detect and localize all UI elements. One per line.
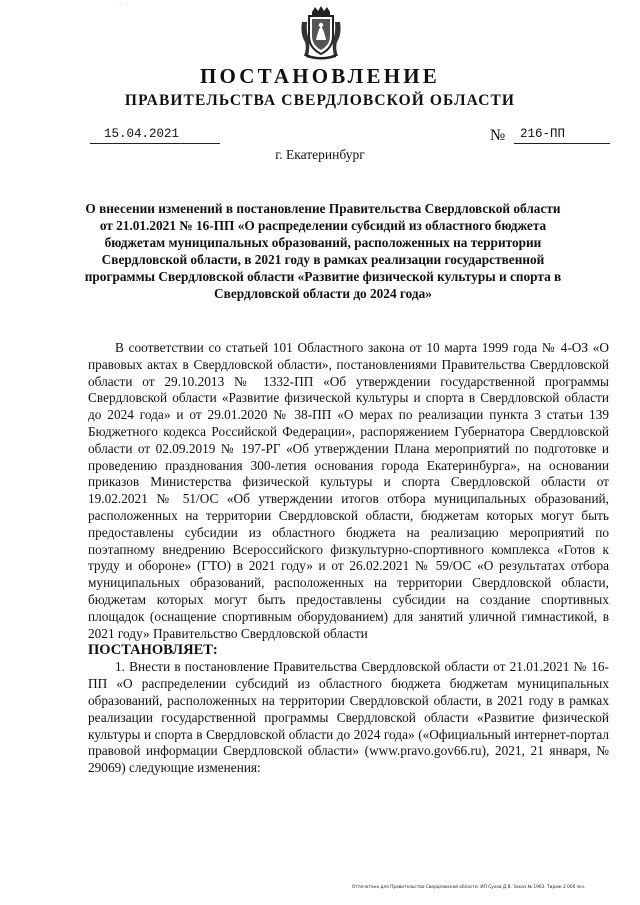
document-number: 216-ПП bbox=[520, 127, 566, 141]
clause-1-paragraph: 1. Внести в постановление Правительства Свердловской области от 21.01.2021 № 16-ПП «О распределении субсидий из областного бюджета бюджетам муниципальных образований, расположенных на территории Свердловской области, в 2021 году в рамках реализации государственной программы Свердловской области «Развитие физической культуры и спорта в Свердловской области до 2024 года» («Официальный интернет-портал правовой информации Свердловской области» (www.pravo.gov66.ru), 2021, 21 января, № 29069) следующие изменения: bbox=[88, 659, 609, 776]
resolves-heading: ПОСТАНОВЛЯЕТ: bbox=[88, 642, 218, 659]
city-line: г. Екатеринбург bbox=[275, 147, 365, 162]
document-body bbox=[88, 340, 609, 777]
print-footer: Отпечатано для Правительства Свердловской области. ИП Сухов Д.В. Заказ № 1963. Тираж 2 000 экз. bbox=[352, 885, 586, 890]
issuing-authority-heading: ПРАВИТЕЛЬСТВА СВЕРДЛОВСКОЙ ОБЛАСТИ bbox=[124, 92, 516, 109]
date-field bbox=[90, 127, 220, 144]
scan-specks: ˙ ˈ bbox=[119, 3, 128, 9]
number-field bbox=[514, 127, 610, 144]
document-type-heading: ПОСТАНОВЛЕНИЕ bbox=[199, 64, 441, 88]
document-title: О внесении изменений в постановление Правительства Свердловской области от 21.01.2021 № 16-ПП «О распределении субсидий из областного бюджета бюджетам муниципальных образований, расположенных на территории Свердловской области, в 2021 году в рамках реализации государственной программы Свердловской области «Развитие физической культуры и спорта в Свердловской области до 2024 года» bbox=[84, 201, 562, 301]
number-label: № bbox=[490, 127, 506, 144]
preamble-paragraph: В соответствии со статьей 101 Областного закона от 10 марта 1999 года № 4-ОЗ «О правовых актах в Свердловской области», постановлениями Правительства Свердловской области от 29.10.2013 № 1332-ПП «Об утверждении государственной программы Свердловской области «Развитие физической культуры и спорта в Свердловской области до 2024 года» и от 29.01.2020 № 38-ПП «О мерах по реализации пункта 3 статьи 139 Бюджетного кодекса Российской Федерации», распоряжением Губернатора Свердловской области от 02.09.2019 № 197-РГ «Об утверждении Плана мероприятий по подготовке и проведению празднования 300-летия основания города Екатеринбурга», на основании приказов Министерства физической культуры и спорта Свердловской области от 19.02.2021 № 51/ОС «Об утверждении итогов отбора муниципальных образований, расположенных на территории Свердловской области, бюджетам которых могут быть предоставлены субсидии из областного бюджета на реализацию мероприятий по поэтапному внедрению Всероссийского физкультурно-спортивного комплекса «Готов к труду и обороне» (ГТО) в 2021 году» и от 26.02.2021 № 59/ОС «О результатах отбора муниципальных образований, расположенных на территории Свердловской области, бюджетам которых могут быть предоставлены субсидии на создание спортивных площадок (оснащение спортивным оборудованием) для занятий уличной гимнастикой, в 2021 году» Правительство Свердловской области bbox=[88, 340, 609, 641]
sverdlovsk-coat-of-arms-icon bbox=[300, 6, 342, 60]
document-date: 15.04.2021 bbox=[104, 127, 180, 141]
